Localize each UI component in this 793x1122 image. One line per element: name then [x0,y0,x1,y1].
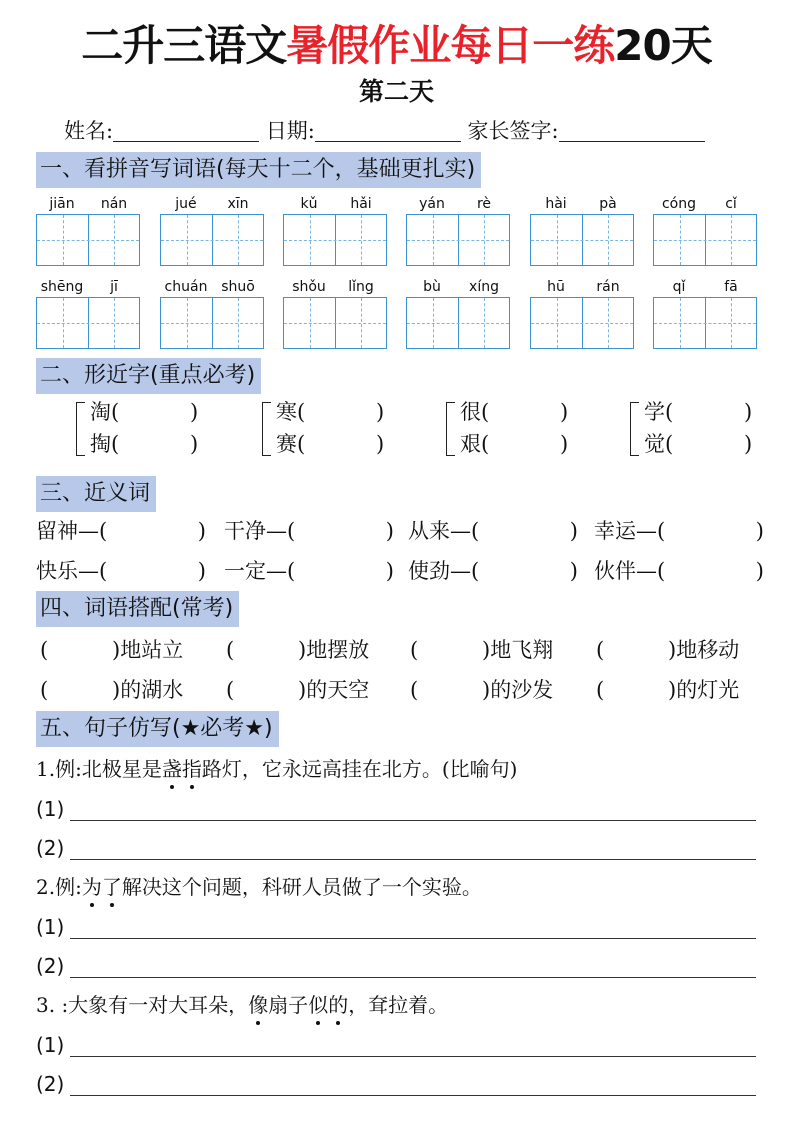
pinyin-syllable: hū [547,279,565,295]
sign-label: 家长签字: [467,119,559,143]
pinyin-row-1 [36,196,756,266]
q3-text-mid: 扇子 [268,993,309,1017]
name-label: 姓名: [64,119,114,143]
close-paren: ) [376,432,385,456]
close-paren: ) [385,559,394,583]
synonym-word: 使劲—( [408,559,480,583]
sign-field[interactable] [559,118,705,142]
close-paren: ) [197,559,206,583]
q3-text-pre: 3. :大象有一对大耳朵， [36,993,249,1017]
sentence-example-1 [36,754,517,784]
synonym-item[interactable] [408,553,578,589]
date-field[interactable] [315,118,461,142]
pinyin-syllable: shǒu [292,279,326,295]
pinyin-syllable: xīn [227,196,249,212]
pinyin-syllable: nán [100,196,128,212]
similar-char-item[interactable] [276,398,385,426]
collocation-word: )地摆放 [298,638,370,662]
synonym-row-2 [36,553,764,589]
similar-char: 学( [644,400,674,424]
writing-grid[interactable] [283,214,387,266]
bracket [76,402,85,456]
pinyin-syllable: rán [596,279,620,295]
writing-grid[interactable] [36,297,140,349]
answer-line[interactable] [36,833,756,863]
synonym-item[interactable] [594,553,764,589]
synonym-word: 留神—( [36,519,108,543]
answer-line[interactable] [36,1030,756,1060]
answer-label: (2) [36,954,65,978]
pinyin-row-2 [36,279,756,349]
similar-char: 寒( [276,400,306,424]
collocation-item[interactable] [410,632,586,668]
collocation-item[interactable] [40,632,216,668]
collocation-item[interactable] [226,672,402,708]
collocation-word: )地站立 [112,638,184,662]
similar-char-item[interactable] [276,430,385,458]
pinyin-syllable: hài [545,196,567,212]
open-paren: ( [410,638,419,662]
q2-text-pre: 2.例: [36,875,82,899]
sentence-example-2 [36,872,482,902]
writing-grid[interactable] [283,297,387,349]
close-paren: ) [190,432,199,456]
bracket [630,402,639,456]
collocation-word: )的天空 [298,678,370,702]
synonym-word: 幸运—( [594,519,666,543]
similar-char-item[interactable] [460,430,569,458]
synonym-word: 从来—( [408,519,480,543]
collocation-item[interactable] [596,672,772,708]
pinyin-syllable: xíng [469,279,499,295]
similar-char: 淘( [90,400,120,424]
similar-char: 掏( [90,432,120,456]
similar-char: 很( [460,400,490,424]
answer-line[interactable] [36,794,756,824]
q2-dotted-1: 为 [82,872,102,902]
pinyin-syllable: kǔ [300,196,318,212]
collocation-item[interactable] [226,632,402,668]
pinyin-syllable: jué [175,196,197,212]
page-subtitle: 第二天 [358,77,434,106]
collocation-word: )地飞翔 [482,638,554,662]
synonym-row-1 [36,513,764,549]
collocation-row-2 [36,672,756,708]
synonym-word: 伙伴—( [594,559,666,583]
section-1-heading: 一、看拼音写词语(每天十二个，基础更扎实) [36,152,481,188]
close-paren: ) [376,400,385,424]
similar-char-item[interactable] [90,430,199,458]
name-field[interactable] [113,118,259,142]
open-paren: ( [40,678,49,702]
collocation-item[interactable] [410,672,586,708]
info-row [64,116,705,146]
q1-text-pre: 1.例:北极星是 [36,757,162,781]
title-part1: 二升三语文 [81,21,287,70]
q2-text-post: 解决这个问题，科研人员做了一个实验。 [121,875,482,899]
section-3-heading: 三、近义词 [36,476,156,512]
synonym-item[interactable] [408,513,578,549]
collocation-word: )地移动 [668,638,740,662]
answer-label: (2) [36,836,65,860]
close-paren: ) [385,519,394,543]
close-paren: ) [744,400,753,424]
q3-dotted-1: 像 [248,990,268,1020]
open-paren: ( [226,678,235,702]
q1-dotted-1: 盏 [162,754,182,784]
pinyin-syllable: yán [419,196,445,212]
answer-line[interactable] [36,1069,756,1099]
pinyin-syllable: pà [599,196,617,212]
close-paren: ) [197,519,206,543]
pinyin-syllable: bù [423,279,441,295]
q1-dotted-2: 指 [182,754,202,784]
collocation-item[interactable] [596,632,772,668]
pinyin-syllable: qǐ [672,279,686,295]
open-paren: ( [226,638,235,662]
writing-grid[interactable] [653,214,757,266]
similar-char-group [630,396,793,460]
similar-char-item[interactable] [460,398,569,426]
close-paren: ) [560,432,569,456]
similar-char: 赛( [276,432,306,456]
similar-char-group [76,396,246,460]
close-paren: ) [190,400,199,424]
pinyin-syllable: fā [724,279,738,295]
similar-char: 艰( [460,432,490,456]
pinyin-syllable: jiān [49,196,75,212]
section-4-heading: 四、词语搭配(常考) [36,591,239,627]
collocation-row-1 [36,632,756,668]
q3-dotted-2: 似 [308,990,328,1020]
collocation-word: )的湖水 [112,678,184,702]
collocation-word: )的灯光 [668,678,740,702]
pinyin-syllable: cóng [661,196,697,212]
similar-char-group [446,396,616,460]
sentence-example-3 [36,990,448,1020]
title-part2: 暑假作业每日一练 [286,21,615,70]
close-paren: ) [560,400,569,424]
similar-char: 觉( [644,432,674,456]
pinyin-syllable: lǐng [348,279,374,295]
bracket [262,402,271,456]
collocation-item[interactable] [40,672,216,708]
similar-char-item[interactable] [644,398,753,426]
pinyin-syllable: shuō [221,279,255,295]
answer-label: (2) [36,1072,65,1096]
writing-grid[interactable] [530,214,634,266]
pinyin-syllable: cǐ [725,196,737,212]
open-paren: ( [596,638,605,662]
answer-line[interactable] [36,912,756,942]
synonym-item[interactable] [224,553,394,589]
q3-text-post: ，耷拉着。 [348,993,449,1017]
pinyin-syllable: hǎi [350,196,372,212]
date-label: 日期: [265,119,315,143]
answer-label: (1) [36,797,65,821]
section-5-heading: 五、句子仿写(★必考★) [36,711,279,747]
page-title [0,22,793,70]
collocation-word: )的沙发 [482,678,554,702]
pinyin-syllable: chuán [164,279,208,295]
pinyin-syllable: rè [476,196,492,212]
answer-label: (1) [36,915,65,939]
writing-grid[interactable] [406,297,510,349]
close-paren: ) [744,432,753,456]
close-paren: ) [569,559,578,583]
open-paren: ( [40,638,49,662]
open-paren: ( [410,678,419,702]
synonym-word: 一定—( [224,559,296,583]
writing-grid[interactable] [530,297,634,349]
close-paren: ) [755,519,764,543]
synonym-item[interactable] [594,513,764,549]
close-paren: ) [569,519,578,543]
similar-char-item[interactable] [644,430,753,458]
synonym-word: 干净—( [224,519,296,543]
similar-chars-row [0,396,793,466]
q2-dotted-2: 了 [102,872,122,902]
similar-char-group [262,396,432,460]
synonym-word: 快乐—( [36,559,108,583]
writing-grid[interactable] [36,214,140,266]
section-2-heading: 二、形近字(重点必考) [36,358,261,394]
synonym-item[interactable] [224,513,394,549]
writing-grid[interactable] [160,214,264,266]
q3-dotted-3: 的 [328,990,348,1020]
q1-text-post: 路灯，它永远高挂在北方。(比喻句) [201,757,518,781]
writing-grid[interactable] [406,214,510,266]
writing-grid[interactable] [160,297,264,349]
bracket [446,402,455,456]
answer-label: (1) [36,1033,65,1057]
pinyin-syllable: jī [110,279,118,295]
similar-char-item[interactable] [90,398,199,426]
open-paren: ( [596,678,605,702]
title-part3: 20天 [614,21,712,70]
synonym-item[interactable] [36,553,206,589]
close-paren: ) [755,559,764,583]
pinyin-syllable: shēng [40,279,84,295]
answer-line[interactable] [36,951,756,981]
synonym-item[interactable] [36,513,206,549]
writing-grid[interactable] [653,297,757,349]
